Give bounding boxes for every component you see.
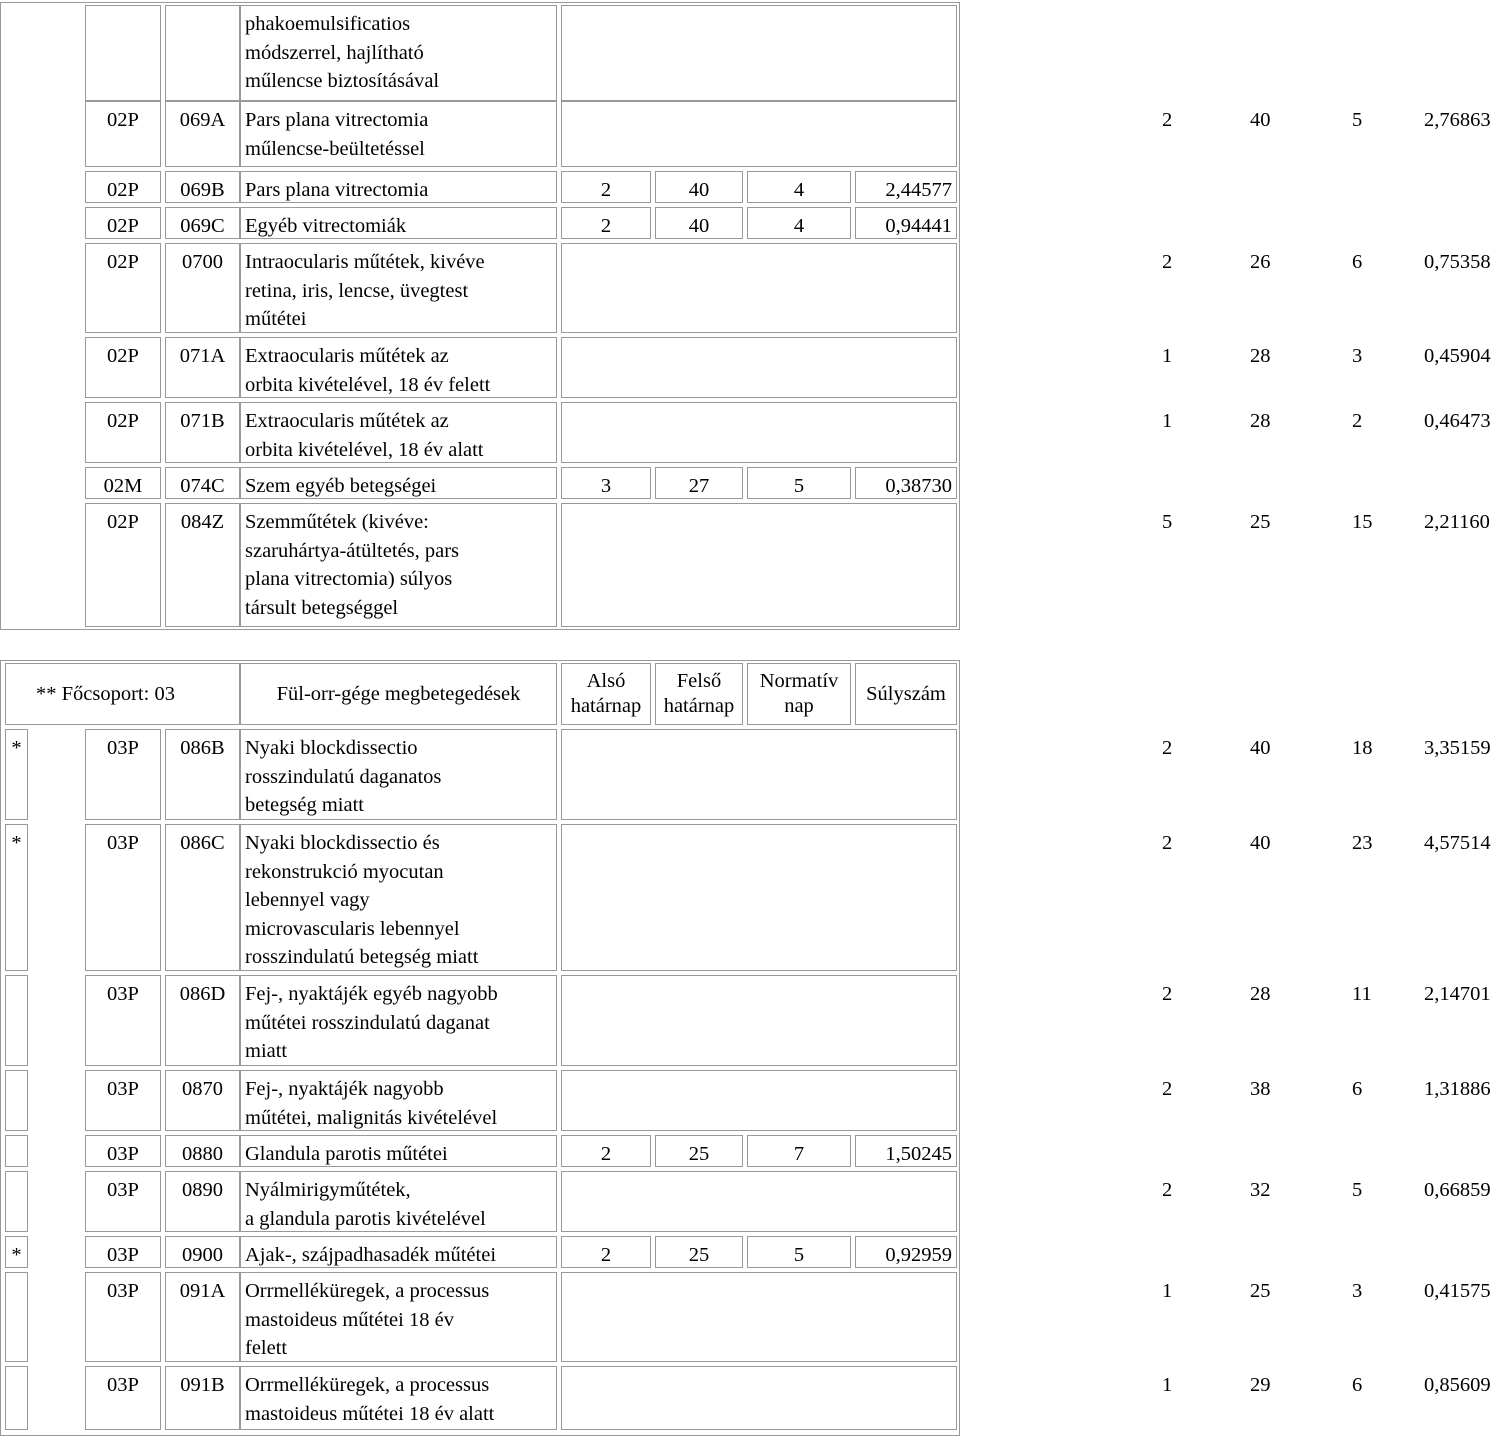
norm-value: 3 [1352,345,1363,367]
group-code-cell: 03P [85,975,161,1066]
low-value: 1 [1162,1374,1173,1396]
weight-value: 0,75358 [1424,251,1491,273]
drg-code-cell: 074C [165,467,240,499]
procedure-name-cell: Extraocularis műtétek az orbita kivételével, 18 év alatt [240,402,557,463]
procedure-name-cell: Orrmelléküregek, a processus mastoideus műtétei 18 év felett [240,1272,557,1362]
table-row [1,402,1491,463]
main-group-name: Fül-orr-gége megbetegedések [240,663,557,725]
drg-code-cell: 0870 [165,1070,240,1131]
weight-value: 4,57514 [1424,832,1491,854]
group-code-cell: 03P [85,1366,161,1430]
values-cell [561,5,957,101]
procedure-name-cell: Pars plana vitrectomia műlencse-beültetéssel [240,101,557,167]
drg-code-cell: 069B [165,171,240,203]
values-cell [561,729,1491,820]
high-value: 28 [1250,983,1271,1005]
drg-code-cell: 0880 [165,1135,240,1167]
drg-code-cell: 091B [165,1366,240,1430]
procedure-name-cell: Orrmelléküregek, a processus mastoideus műtétei 18 év alatt [240,1366,557,1430]
star-marker-cell: * [5,824,28,971]
table-row [1,467,959,499]
low-value: 5 [1162,511,1173,533]
high-value: 28 [1250,345,1271,367]
procedure-name-cell: Glandula parotis műtétei [240,1135,557,1167]
lower-limit-cell: 2 [561,171,651,203]
norm-value: 6 [1352,251,1363,273]
drg-code-cell: 086B [165,729,240,820]
star-marker-cell: * [5,729,28,820]
procedure-name-cell: Fej-, nyaktájék egyéb nagyobb műtétei rosszindulatú daganat miatt [240,975,557,1066]
lower-limit-header: Alsó határnap [561,663,651,725]
table-row [1,5,959,101]
high-value: 32 [1250,1179,1271,1201]
star-marker-cell [5,1135,28,1167]
norm-value: 18 [1352,737,1373,759]
group-code-cell: 02P [85,207,161,239]
group-code-cell: 03P [85,1236,161,1268]
normative-days-cell: 4 [747,171,851,203]
group-code-cell: 02P [85,101,161,167]
weight-cell: 0,38730 [855,467,957,499]
weight-value: 0,45904 [1424,345,1491,367]
drg-code-cell: 0890 [165,1171,240,1232]
upper-limit-cell: 25 [655,1236,743,1268]
weight-value: 2,76863 [1424,109,1491,131]
values-cell [561,337,1491,398]
group-code-cell: 02P [85,171,161,203]
group-code-cell: 02P [85,243,161,333]
procedure-name-cell: Nyálmirigyműtétek, a glandula parotis kivételével [240,1171,557,1232]
norm-value: 3 [1352,1280,1363,1302]
table-row [1,1272,1491,1362]
values-cell [561,1272,1491,1362]
values-cell [561,1171,1491,1232]
norm-value: 23 [1352,832,1373,854]
drg-code-cell: 086C [165,824,240,971]
procedure-name-cell: phakoemulsificatios módszerrel, hajlítható műlencse biztosításával [240,5,557,101]
table-row [1,101,1491,167]
table-row [1,824,1491,971]
high-value: 25 [1250,511,1271,533]
low-value: 2 [1162,737,1173,759]
procedure-name-cell: Nyaki blockdissectio rosszindulatú daganatos betegség miatt [240,729,557,820]
normative-days-cell: 7 [747,1135,851,1167]
normative-days-cell: 5 [747,1236,851,1268]
drg-code-cell: 069A [165,101,240,167]
weight-value: 0,46473 [1424,410,1491,432]
table-row [1,1236,959,1268]
drg-code-cell: 071B [165,402,240,463]
weight-cell: 0,92959 [855,1236,957,1268]
normative-days-header: Normatív nap [747,663,851,725]
lower-limit-cell: 2 [561,1135,651,1167]
drg-table-03 [0,660,1491,1436]
high-value: 26 [1250,251,1271,273]
main-group-title: ** Főcsoport: 03 [5,663,240,725]
low-value: 2 [1162,832,1173,854]
norm-value: 15 [1352,511,1373,533]
upper-limit-cell: 40 [655,207,743,239]
weight-value: 2,14701 [1424,983,1491,1005]
norm-value: 6 [1352,1374,1363,1396]
values-cell [561,503,1490,627]
weight-value: 3,35159 [1424,737,1491,759]
norm-value: 2 [1352,410,1363,432]
group-code-cell: 03P [85,729,161,820]
group-code-cell: 02M [85,467,161,499]
low-value: 2 [1162,251,1173,273]
weight-value: 0,41575 [1424,1280,1491,1302]
table-row [1,1135,959,1167]
group-code-cell: 03P [85,1272,161,1362]
star-marker-cell [5,1171,28,1232]
table-row [1,1171,1491,1232]
weight-header: Súlyszám [855,663,957,725]
table-row [1,337,1491,398]
high-value: 38 [1250,1078,1271,1100]
weight-value: 0,66859 [1424,1179,1491,1201]
group-code-cell: 02P [85,503,161,627]
high-value: 40 [1250,832,1271,854]
drg-code-cell: 071A [165,337,240,398]
weight-cell: 0,94441 [855,207,957,239]
low-value: 2 [1162,1179,1173,1201]
values-cell [561,1366,1491,1430]
values-cell [561,824,1491,971]
table-row [1,975,1491,1066]
weight-value: 0,85609 [1424,1374,1491,1396]
values-cell [561,402,1491,463]
group-code-cell: 02P [85,337,161,398]
normative-days-cell: 4 [747,207,851,239]
table-header-row [1,663,959,725]
high-value: 40 [1250,737,1271,759]
values-cell [561,101,1491,167]
values-cell [561,1070,1491,1131]
procedure-name-cell: Szem egyéb betegségei [240,467,557,499]
high-value: 40 [1250,109,1271,131]
low-value: 1 [1162,410,1173,432]
norm-value: 5 [1352,109,1363,131]
procedure-name-cell: Egyéb vitrectomiák [240,207,557,239]
table-row [1,1070,1491,1131]
normative-days-cell: 5 [747,467,851,499]
norm-value: 11 [1352,983,1372,1005]
group-code-cell [85,5,161,101]
procedure-name-cell: Fej-, nyaktájék nagyobb műtétei, malignitás kivételével [240,1070,557,1131]
table-row [1,243,1491,333]
values-cell [561,243,1491,333]
low-value: 2 [1162,1078,1173,1100]
norm-value: 6 [1352,1078,1363,1100]
table-row [1,1366,1491,1430]
low-value: 1 [1162,345,1173,367]
drg-code-cell: 086D [165,975,240,1066]
group-code-cell: 03P [85,1070,161,1131]
drg-table-02 [0,2,1491,630]
lower-limit-cell: 2 [561,207,651,239]
group-code-cell: 03P [85,824,161,971]
high-value: 29 [1250,1374,1271,1396]
weight-value: 1,31886 [1424,1078,1491,1100]
lower-limit-cell: 3 [561,467,651,499]
group-code-cell: 03P [85,1135,161,1167]
group-code-cell: 03P [85,1171,161,1232]
table-row [1,207,959,239]
star-marker-cell [5,1070,28,1131]
procedure-name-cell: Ajak-, szájpadhasadék műtétei [240,1236,557,1268]
weight-cell: 2,44577 [855,171,957,203]
high-value: 25 [1250,1280,1271,1302]
star-marker-cell [5,975,28,1066]
table-row [1,729,1491,820]
upper-limit-header: Felső határnap [655,663,743,725]
group-code-cell: 02P [85,402,161,463]
upper-limit-cell: 40 [655,171,743,203]
weight-value: 2,21160 [1424,511,1490,533]
upper-limit-cell: 27 [655,467,743,499]
star-marker-cell: * [5,1236,28,1268]
table-row [1,503,1490,627]
drg-code-cell [165,5,240,101]
low-value: 2 [1162,109,1173,131]
procedure-name-cell: Nyaki blockdissectio és rekonstrukció myocutan lebennyel vagy microvascularis lebennyel rosszindulatú betegség miatt [240,824,557,971]
norm-value: 5 [1352,1179,1363,1201]
drg-code-cell: 0700 [165,243,240,333]
low-value: 1 [1162,1280,1173,1302]
star-marker-cell [5,1272,28,1362]
drg-code-cell: 084Z [165,503,240,627]
procedure-name-cell: Pars plana vitrectomia [240,171,557,203]
drg-code-cell: 091A [165,1272,240,1362]
values-cell [561,975,1491,1066]
low-value: 2 [1162,983,1173,1005]
drg-code-cell: 0900 [165,1236,240,1268]
high-value: 28 [1250,410,1271,432]
procedure-name-cell: Extraocularis műtétek az orbita kivételével, 18 év felett [240,337,557,398]
upper-limit-cell: 25 [655,1135,743,1167]
procedure-name-cell: Intraocularis műtétek, kivéve retina, iris, lencse, üvegtest műtétei [240,243,557,333]
lower-limit-cell: 2 [561,1236,651,1268]
procedure-name-cell: Szemműtétek (kivéve: szaruhártya-átültetés, pars plana vitrectomia) súlyos társult betegséggel [240,503,557,627]
table-row [1,171,959,203]
drg-code-cell: 069C [165,207,240,239]
weight-cell: 1,50245 [855,1135,957,1167]
star-marker-cell [5,1366,28,1430]
